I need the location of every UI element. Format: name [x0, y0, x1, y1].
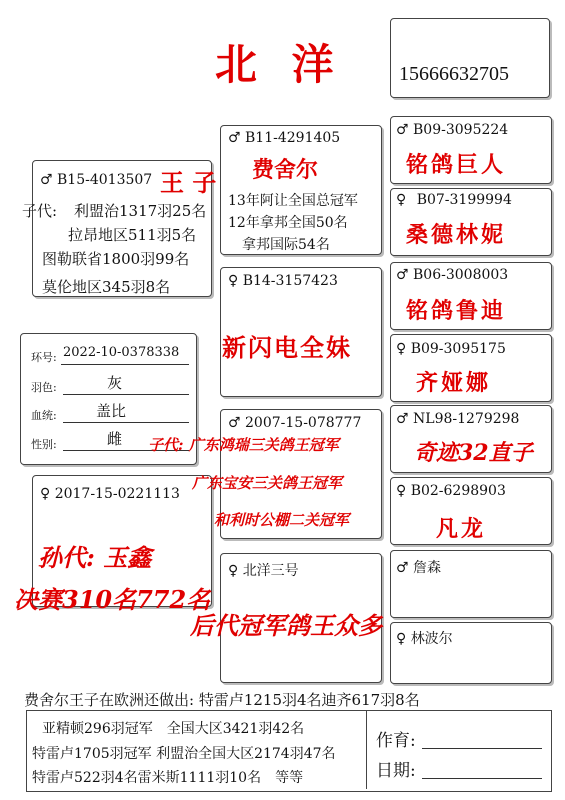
ggp-ring-4: ♀ B09-3095175 [396, 341, 506, 357]
sex-value: 雌 [107, 430, 123, 448]
ggp-name-5: 奇迹32直子 [414, 440, 533, 466]
dam-ring: ♀ B14-3157423 [228, 273, 338, 289]
gp-lower-dam-ring: ♀ 北洋三号 [228, 563, 299, 579]
ring-label: 环号: [31, 351, 57, 364]
dam-name: 新闪电全妹 [222, 333, 352, 362]
main-bird-ring: ♂ B15-4013507 [40, 172, 153, 188]
male-symbol-icon: ♂ [40, 172, 53, 188]
phone-box [390, 18, 550, 98]
offspring-label: 子代: [22, 202, 58, 220]
female-symbol-icon: ♀ [396, 341, 407, 357]
result-3: 图勒联省1800羽99名 [42, 250, 190, 268]
main-bird-name: 王 子 [160, 168, 217, 197]
page-title: 北 洋 [215, 40, 344, 89]
female-symbol-icon: ♀ [396, 631, 407, 647]
male-symbol-icon: ♂ [396, 122, 409, 138]
offspring-annotation-2: 广东宝安三关鸽王冠军 [192, 474, 343, 492]
lower-bird-ring: ♀ 2017-15-0221113 [40, 486, 180, 502]
offspring-annotation-3: 和利时公棚二关冠军 [214, 511, 350, 529]
ggp-name-3: 铭鸽鲁迪 [406, 298, 507, 324]
ggp-name-2: 桑德林妮 [406, 222, 507, 248]
result-2: 拉昂地区511羽5名 [68, 226, 197, 244]
female-symbol-icon: ♀ [396, 483, 407, 499]
male-symbol-icon: ♂ [396, 560, 409, 576]
date-label: 日期: [376, 761, 416, 781]
ggp-ring-8: ♀ 林波尔 [396, 631, 453, 647]
footer-line-2: 特雷卢1705羽冠军 利盟治全国大区2174羽47名 [32, 746, 336, 762]
color-value: 灰 [107, 374, 123, 392]
male-symbol-icon: ♂ [396, 267, 409, 283]
ring-value: 2022-10-0378338 [63, 345, 180, 360]
final-annotation: 决赛310名772名 [14, 585, 211, 614]
footer-line-1: 亚精顿296羽冠军 全国大区3421羽42名 [42, 721, 305, 737]
female-symbol-icon: ♀ [228, 273, 239, 289]
ggp-ring-2: ♀ B07-3199994 [396, 192, 512, 208]
offspring-annotation-1: 子代: 广东鸿瑞三关鸽王冠军 [148, 436, 339, 454]
sire-result-3: 拿邦国际54名 [242, 237, 330, 253]
male-symbol-icon: ♂ [396, 411, 409, 427]
gp-lower-sire-ring: ♂ 2007-15-078777 [228, 415, 362, 431]
line-value: 盖比 [96, 402, 127, 420]
grandchild-annotation: 孙代: 玉鑫 [38, 543, 152, 572]
result-4: 莫伦地区345羽8名 [42, 278, 171, 296]
ggp-name-1: 铭鸽巨人 [406, 152, 507, 178]
sire-ring: ♂ B11-4291405 [228, 130, 341, 146]
female-symbol-icon: ♀ [40, 486, 51, 502]
ggp-ring-3: ♂ B06-3008003 [396, 267, 509, 283]
ggp-ring-6: ♀ B02-6298903 [396, 483, 506, 499]
footer-intro: 费舍尔王子在欧洲还做出: 特雷卢1215羽4名迪齐617羽8名 [24, 691, 420, 709]
result-1: 利盟治1317羽25名 [74, 202, 207, 220]
sire-result-1: 13年阿让全国总冠军 [228, 193, 358, 209]
ggp-name-4: 齐娅娜 [416, 370, 492, 396]
author-label: 作育: [376, 731, 416, 751]
male-symbol-icon: ♂ [228, 415, 241, 431]
sex-label: 性别: [31, 438, 57, 451]
footer-line-3: 特雷卢522羽4名雷米斯1111羽10名 等等 [32, 770, 304, 786]
ggp-ring-5: ♂ NL98-1279298 [396, 411, 520, 427]
ggp-ring-1: ♂ B09-3095224 [396, 122, 509, 138]
female-symbol-icon: ♀ [228, 563, 239, 579]
sire-result-2: 12年拿邦全国50名 [228, 215, 348, 231]
ggp-name-6: 凡龙 [436, 516, 487, 542]
line-label: 血统: [31, 409, 57, 422]
footer-divider [366, 711, 367, 789]
female-symbol-icon: ♀ [396, 192, 407, 208]
ggp-ring-7: ♂ 詹森 [396, 560, 442, 576]
phone-number: 15666632705 [399, 63, 509, 85]
male-symbol-icon: ♂ [228, 130, 241, 146]
color-label: 羽色: [31, 381, 57, 394]
descendants-annotation: 后代冠军鸽王众多 [190, 611, 382, 640]
sire-name: 费舍尔 [252, 157, 319, 183]
